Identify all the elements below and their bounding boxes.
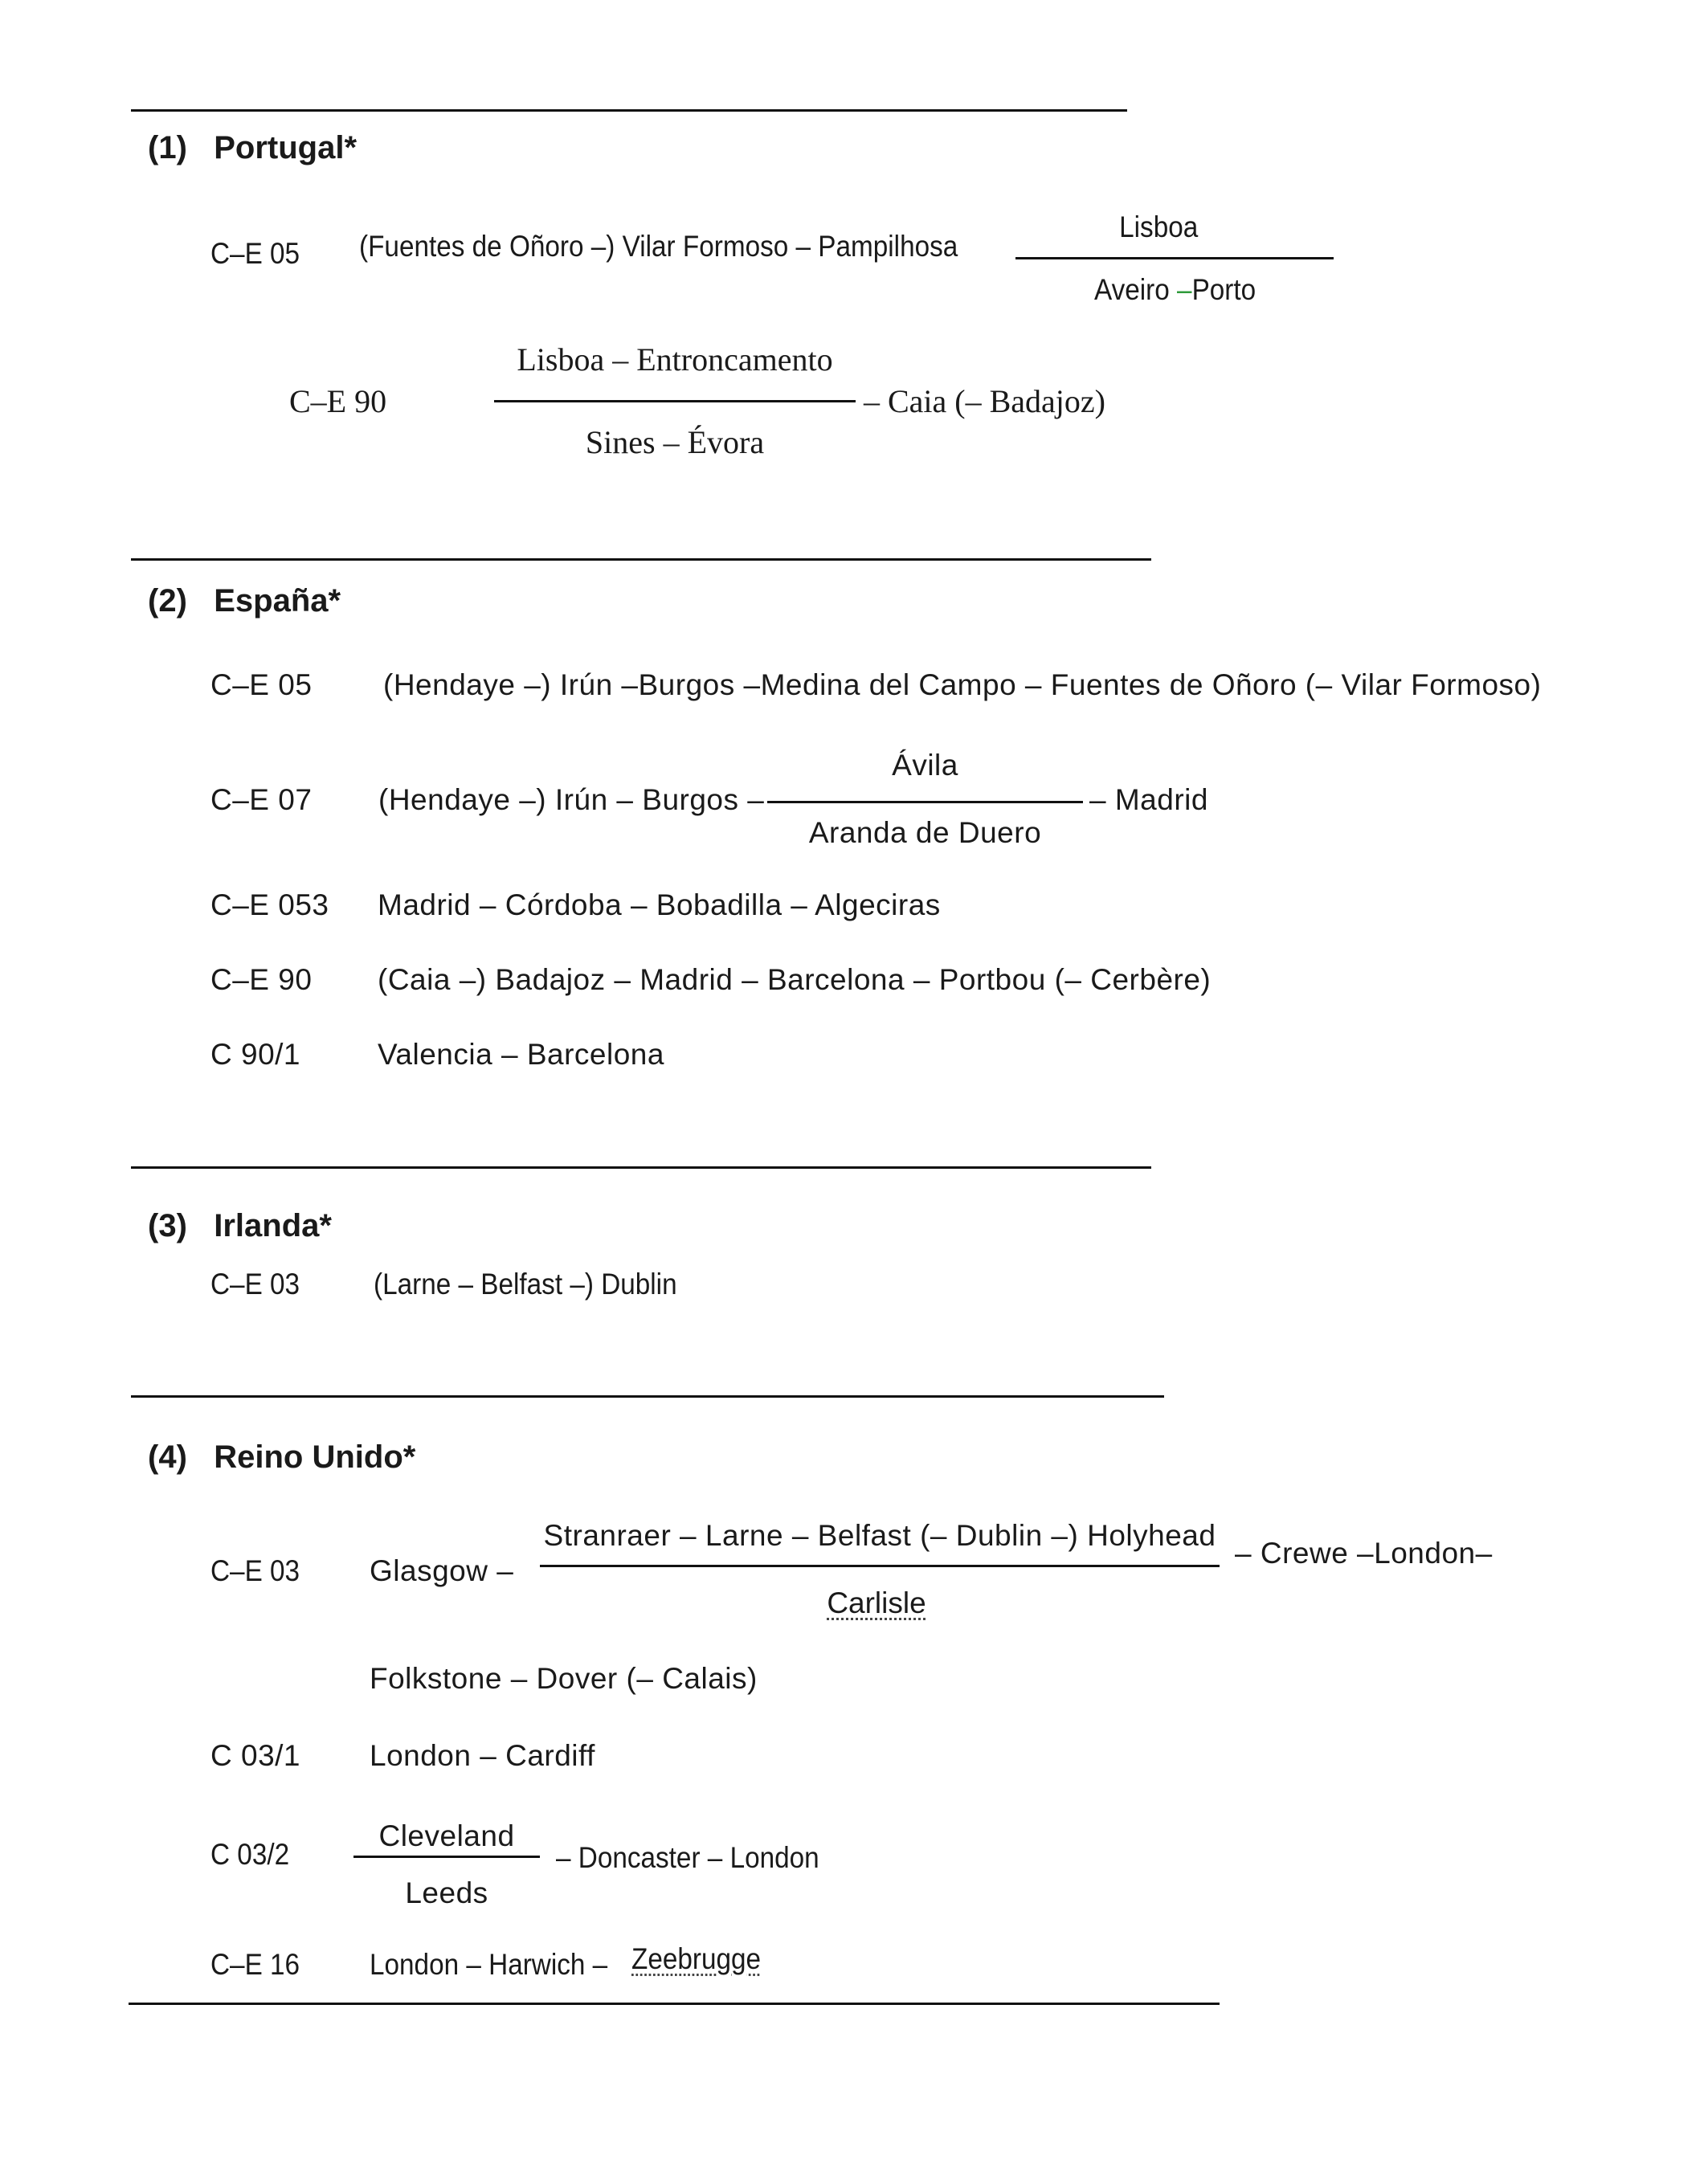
route-prefix: (Hendaye –) Irún – Burgos – bbox=[378, 783, 765, 816]
branch-dash: – bbox=[1177, 273, 1192, 306]
branch-top: Lisboa – Entroncamento bbox=[517, 341, 833, 378]
route-code: C–E 16 bbox=[210, 1948, 300, 1981]
route-code: C–E 053 bbox=[210, 888, 329, 921]
branch-fraction-line bbox=[767, 801, 1083, 803]
route-text: (Caia –) Badajoz – Madrid – Barcelona – Portbou (– Cerbère) bbox=[378, 963, 1212, 996]
section-divider bbox=[131, 1166, 1151, 1169]
route-code: C 03/2 bbox=[210, 1838, 290, 1871]
branch-bottom: Sines – Évora bbox=[585, 424, 765, 460]
route-code: C–E 03 bbox=[210, 1554, 300, 1587]
branch-fraction-line bbox=[1015, 257, 1334, 259]
route-code: C–E 05 bbox=[210, 237, 300, 270]
route-code: C 03/1 bbox=[210, 1739, 301, 1772]
section-title-portugal: (1) Portugal* bbox=[148, 130, 358, 165]
section-divider bbox=[129, 2003, 1220, 2005]
route-code: C–E 90 bbox=[289, 383, 387, 419]
route-code: C 90/1 bbox=[210, 1038, 301, 1071]
route-suffix: – Doncaster – London bbox=[556, 1841, 819, 1874]
route-code: C–E 03 bbox=[210, 1268, 300, 1300]
route-prefix: London – Harwich – bbox=[370, 1948, 608, 1981]
route-suffix: – Crewe –London– bbox=[1235, 1537, 1493, 1570]
section-title-irlanda: (3) Irlanda* bbox=[148, 1208, 332, 1243]
branch-bottom: Aranda de Duero bbox=[808, 816, 1042, 849]
route-code: C–E 90 bbox=[210, 963, 313, 996]
route-prefix: Glasgow – bbox=[370, 1554, 514, 1587]
section-title-reino-unido: (4) Reino Unido* bbox=[148, 1439, 416, 1475]
branch-bottom-end: Porto bbox=[1191, 273, 1256, 306]
branch-bottom bbox=[803, 1586, 950, 1620]
route-code: C–E 05 bbox=[210, 668, 313, 701]
branch-fraction-line bbox=[353, 1856, 540, 1858]
section-title-espana: (2) España* bbox=[148, 583, 341, 619]
section-divider bbox=[131, 1395, 1164, 1398]
route-text: Valencia – Barcelona bbox=[378, 1038, 664, 1071]
route-text: (Hendaye –) Irún –Burgos –Medina del Campo – Fuentes de Oñoro (– Vilar Formoso) bbox=[383, 668, 1542, 701]
section-divider bbox=[131, 558, 1151, 561]
branch-bottom-text: Carlisle bbox=[827, 1586, 926, 1619]
branch-bottom-start: Aveiro bbox=[1094, 273, 1178, 306]
branch-fraction-line bbox=[494, 400, 856, 402]
route-prefix: (Fuentes de Oñoro –) Vilar Formoso – Pampilhosa bbox=[359, 230, 958, 263]
branch-bottom bbox=[1094, 273, 1256, 307]
route-suffix: – Madrid bbox=[1089, 783, 1208, 816]
section-divider bbox=[131, 109, 1127, 112]
branch-top: Cleveland bbox=[378, 1819, 515, 1852]
branch-top: Ávila bbox=[892, 749, 958, 782]
destination-text: Zeebrugge bbox=[631, 1942, 762, 1975]
route-destination bbox=[631, 1942, 761, 1976]
branch-top: Stranraer – Larne – Belfast (– Dublin –) Holyhead bbox=[543, 1519, 1216, 1552]
route-code: C–E 07 bbox=[210, 783, 313, 816]
branch-fraction-line bbox=[540, 1565, 1220, 1567]
route-text: (Larne – Belfast –) Dublin bbox=[374, 1268, 677, 1300]
route-continuation: Folkstone – Dover (– Calais) bbox=[370, 1662, 758, 1695]
route-suffix: – Caia (– Badajoz) bbox=[864, 383, 1105, 419]
branch-top: Lisboa bbox=[1119, 210, 1199, 243]
route-text: Madrid – Córdoba – Bobadilla – Algeciras bbox=[378, 888, 941, 921]
route-text: London – Cardiff bbox=[370, 1739, 595, 1772]
branch-bottom: Leeds bbox=[405, 1876, 488, 1909]
